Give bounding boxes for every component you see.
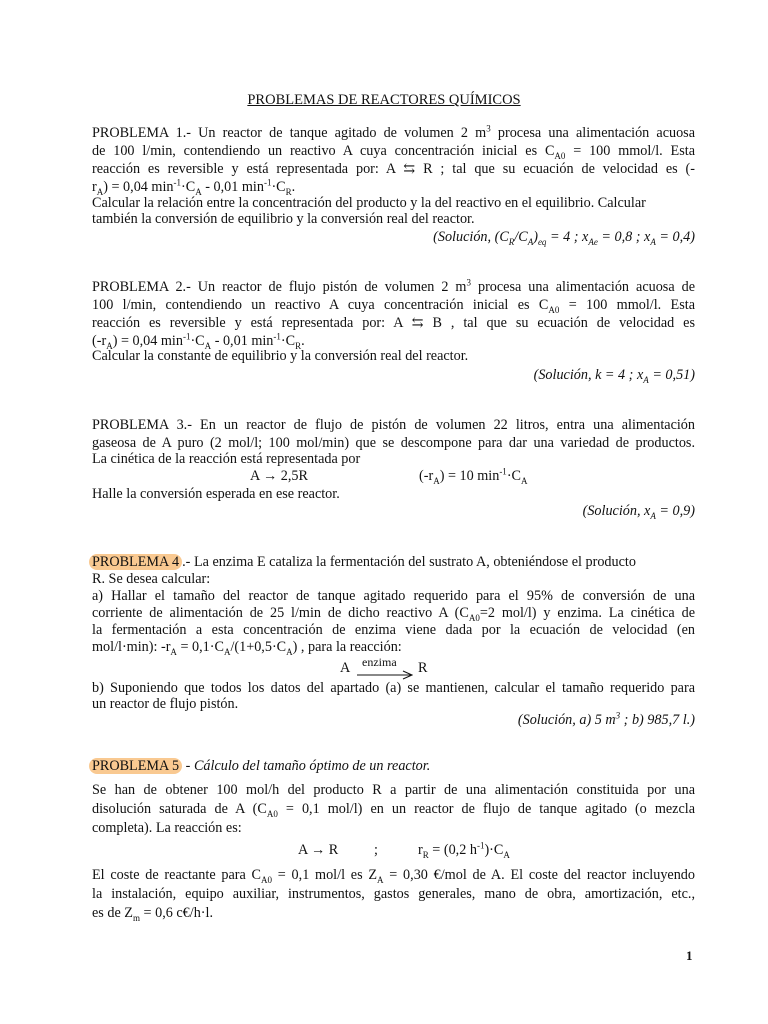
p5-line-2: Se han de obtener 100 mol/h del producto R a partir de una alimentación constituida por una [92,782,695,798]
p2-solution: (Solución, k = 4 ; $x_A = 0,51$) [533,367,695,385]
p2-line-4: $(-r_A) = 0,04$ $\min^{-1}\cdot C_A - 0,01$ $\min^{-1}\cdot C_R$. [92,331,305,351]
p5-line-5: El coste de reactante para $C_{A0} = 0,1$ mol/l es $Z_A = 0,30$ €/mol de A. El coste del reactor incluyendo [92,867,695,885]
p4-line-1: PROBLEMA 4 .- La enzima E cataliza la fermentación del sustrato A, obteniéndose el producto [92,553,695,571]
page-number: 1 [686,948,693,963]
p2-line-5: Calcular la constante de equilibrio y la conversión real del reactor. [92,348,469,364]
p3-solution: (Solución, $x_A = 0,9$) [582,503,695,521]
p3-rate-equation: $(-r_A) = 10$ $\min^{-1}\cdot C_A$ [419,466,528,486]
p2-line-1: PROBLEMA 2.- Un reactor de flujo pistón de volumen 2 $m^3$ procesa una alimentación acuosa de [92,277,695,295]
p5-equation: A → R [298,842,339,858]
p4-heading-highlight: PROBLEMA 4 [89,554,182,570]
p4-line-2: R. Se desea calcular: [92,571,211,587]
p3-equation: A → 2,5R [250,468,308,484]
p1-line-3: reacción es reversible y está representada por: A ⇆ R ; tal que su ecuación de velocidad es (- [92,161,695,177]
enzyme-label: enzima [362,655,397,669]
p5-rate-equation: $r_R = (0,2$ $h^{-1})\cdot C_A$ [418,840,510,860]
enzyme-product: R [418,660,428,676]
p1-line-5: Calcular la relación entre la concentración del producto y la del reactivo en el equilibrio. Calcular [92,195,646,211]
p4-line-3: a) Hallar el tamaño del reactor de tanque agitado requerido para el 95% de conversión de una [92,588,695,604]
p1-line-6: también la conversión de equilibrio y la conversión real del reactor. [92,211,475,227]
p4-line-8: un reactor de flujo pistón. [92,696,239,712]
p5-line-6: la instalación, equipo auxiliar, instrumentos, gastos generales, mano de obra, amortización, etc., [92,886,695,902]
p5-line-7: es de $Z_m = 0,6$ c€/h·l. [92,905,214,923]
p1-line-1: PROBLEMA 1.- Un reactor de tanque agitado de volumen 2 $m^3$ procesa una alimentación acuosa [92,123,696,141]
p1-line-2: de 100 l/min, contendiendo un reactivo A cuya concentración inicial es $C_{A0} = 100$ mmol/l. Esta [92,143,695,161]
p1-line-4: $r_A) = 0,04$ $\min^{-1}\cdot C_A - 0,01$ $\min^{-1}\cdot C_R$. [92,177,296,197]
p3-line-4: Halle la conversión esperada en ese reactor. [92,486,340,502]
p3-line-1: PROBLEMA 3.- En un reactor de flujo de pistón de volumen 22 litros, entra una alimentación [92,417,695,433]
p1-solution: (Solución, $(C_R/C_A)_{eq} = 4$ ; $x_{Ae} = 0,8$ ; $x_A = 0,4$) [433,229,695,247]
p4-line-6: mol/l·min): $-r_A = 0,1\cdot C_A/(1+0,5\cdot C_A)$ , para la reacción: [92,639,402,657]
p5-separator: ; [374,842,378,858]
p3-line-3: La cinética de la reacción está representada por [92,451,361,467]
p3-line-2: gaseosa de A puro (2 mol/l; 100 mol/min) que se descompone para dar una variedad de productos. [92,435,695,451]
p4-solution: (Solución, a) 5 $m^3$ ; b) 985,7 l.) [517,710,695,728]
p4-line-5: la fermentación a esta concentración de enzima viene dada por la ecuación de velocidad (en [92,622,695,638]
p5-line-4: completa). La reacción es: [92,820,242,836]
p4-line-7: b) Suponiendo que todos los datos del apartado (a) se mantienen, calcular el tamaño requerido para [92,680,695,696]
p2-line-3: reacción es reversible y está representada por: A ⇆ B , tal que su ecuación de velocidad es [92,315,695,331]
enzyme-reaction [340,656,450,680]
enzyme-reactant: A [340,660,351,676]
p5-line-1: PROBLEMA 5 - Cálculo del tamaño óptimo de un reactor. [92,757,695,775]
p5-heading-highlight: PROBLEMA 5 [89,758,182,774]
p4-line-4: corriente de alimentación de 25 l/min de dicho reactivo A ($C_{A0}=2$ mol/l) y enzima. La cinética de [92,605,695,623]
p2-line-2: 100 l/min, contendiendo un reactivo A cuya concentración inicial es $C_{A0} = 100$ mmol/l. Esta [92,297,695,315]
page-title: PROBLEMAS DE REACTORES QUÍMICOS [247,92,521,108]
p5-line-3: disolución saturada de A ($C_{A0} = 0,1$ mol/l) en un reactor de flujo de tanque agitado (o mezcla [92,801,695,819]
